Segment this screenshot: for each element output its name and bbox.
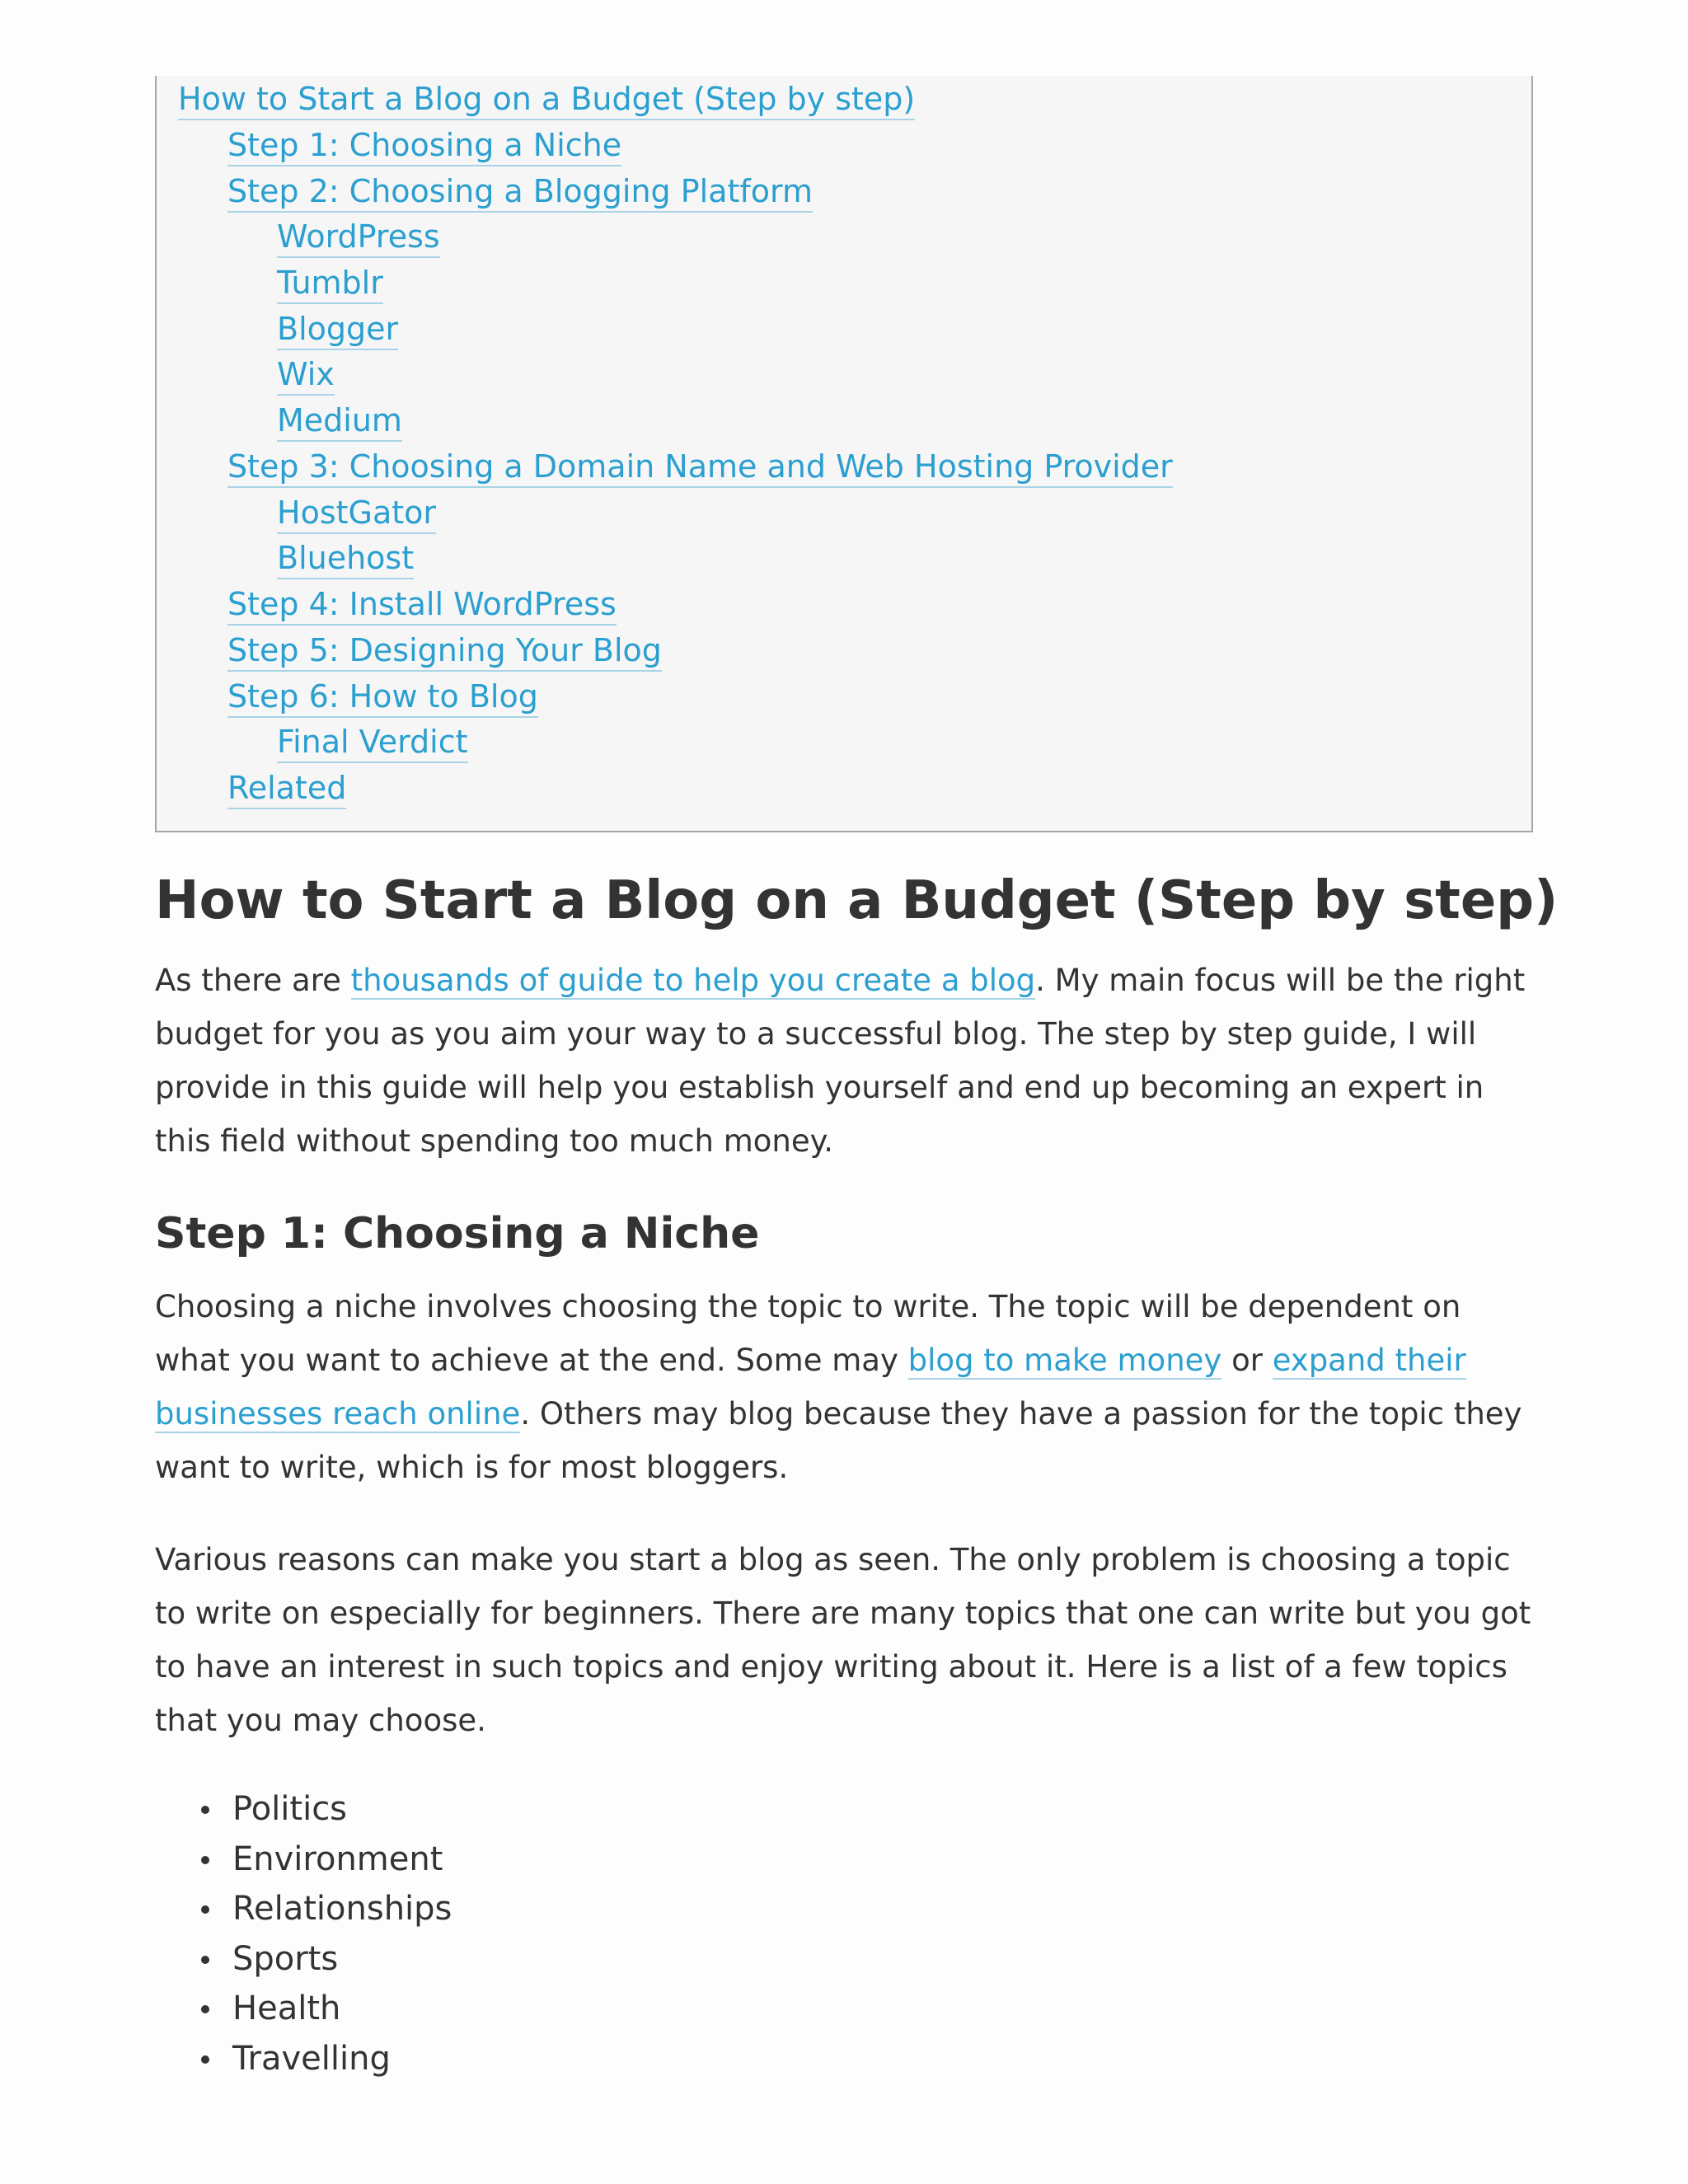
list-item-label: Relationships <box>232 1890 452 1928</box>
toc-link[interactable]: Final Verdict <box>277 722 468 763</box>
list-item <box>232 1835 452 1885</box>
paragraph-text: Choosing a niche involves choosing the topic to write. The topic will be dependent on what you want to achieve at the end. Some may <box>155 1289 1461 1378</box>
bullet-icon <box>201 1956 209 1964</box>
toc-link[interactable]: Tumblr <box>277 263 383 304</box>
toc-link[interactable]: Step 6: How to Blog <box>227 677 538 718</box>
intro-text: As there are <box>155 963 351 998</box>
toc-link[interactable]: Step 4: Install WordPress <box>227 584 617 626</box>
list-item <box>232 1934 452 1985</box>
list-item-label: Sports <box>232 1939 339 1978</box>
bullet-icon <box>201 2055 209 2064</box>
list-item-label: Environment <box>232 1840 443 1878</box>
toc-link[interactable]: Step 2: Choosing a Blogging Platform <box>227 171 813 213</box>
step1-paragraph <box>155 1280 1536 1494</box>
toc-link[interactable]: Blogger <box>277 309 398 350</box>
toc-link[interactable]: WordPress <box>277 217 440 258</box>
toc-link[interactable]: HostGator <box>277 493 436 534</box>
list-item-label: Travelling <box>232 2039 391 2078</box>
paragraph-text: . Others may blog because they have a passion for the topic they want to write, which is for most bloggers. <box>155 1396 1522 1485</box>
blog-to-make-money-link[interactable]: blog to make money <box>907 1343 1222 1378</box>
article-title: How to Start a Blog on a Budget (Step by step) <box>155 870 1559 931</box>
toc-link[interactable]: Medium <box>277 401 402 442</box>
toc-link[interactable]: Step 1: Choosing a Niche <box>227 125 621 166</box>
bullet-icon <box>201 2005 209 2013</box>
intro-paragraph <box>155 954 1536 1168</box>
toc-link[interactable]: Step 3: Choosing a Domain Name and Web Hosting Provider <box>227 447 1173 488</box>
toc-link[interactable]: Step 5: Designing Your Blog <box>227 630 662 672</box>
list-item <box>232 1984 452 2034</box>
paragraph-text: or <box>1221 1343 1273 1378</box>
step1-heading: Step 1: Choosing a Niche <box>155 1209 760 1258</box>
create-blog-guide-link[interactable]: thousands of guide to help you create a blog <box>350 963 1036 998</box>
toc-link[interactable]: Related <box>227 768 346 809</box>
toc-link[interactable]: Wix <box>277 354 335 396</box>
bullet-icon <box>201 1905 209 1914</box>
toc-link[interactable]: Bluehost <box>277 538 414 579</box>
table-of-contents <box>155 76 1533 832</box>
toc-link[interactable]: How to Start a Blog on a Budget (Step by step) <box>178 79 915 120</box>
topics-list <box>155 1784 452 2083</box>
expand-businesses-link[interactable]: expand their businesses reach online <box>155 1343 1466 1432</box>
bullet-icon <box>201 1856 209 1864</box>
list-item <box>232 1784 452 1835</box>
list-item <box>232 2034 452 2084</box>
list-item <box>232 1884 452 1934</box>
bullet-icon <box>201 1806 209 1814</box>
list-item-label: Politics <box>232 1790 348 1828</box>
list-item-label: Health <box>232 1990 341 2027</box>
intro-text-continued: . My main focus will be the right budget for you as you aim your way to a successful blog. The step by step guide, I will provide in this guide will help you establish yourself and end up becoming an expert in this field without spending too much money. <box>155 963 1526 1159</box>
topics-intro-paragraph: Various reasons can make you start a blog as seen. The only problem is choosing a topic to write on especially for beginners. There are many topics that one can write but you got to have an interest in such topics and enjoy writing about it. Here is a list of a few topics that you may choose. <box>155 1542 1531 1738</box>
